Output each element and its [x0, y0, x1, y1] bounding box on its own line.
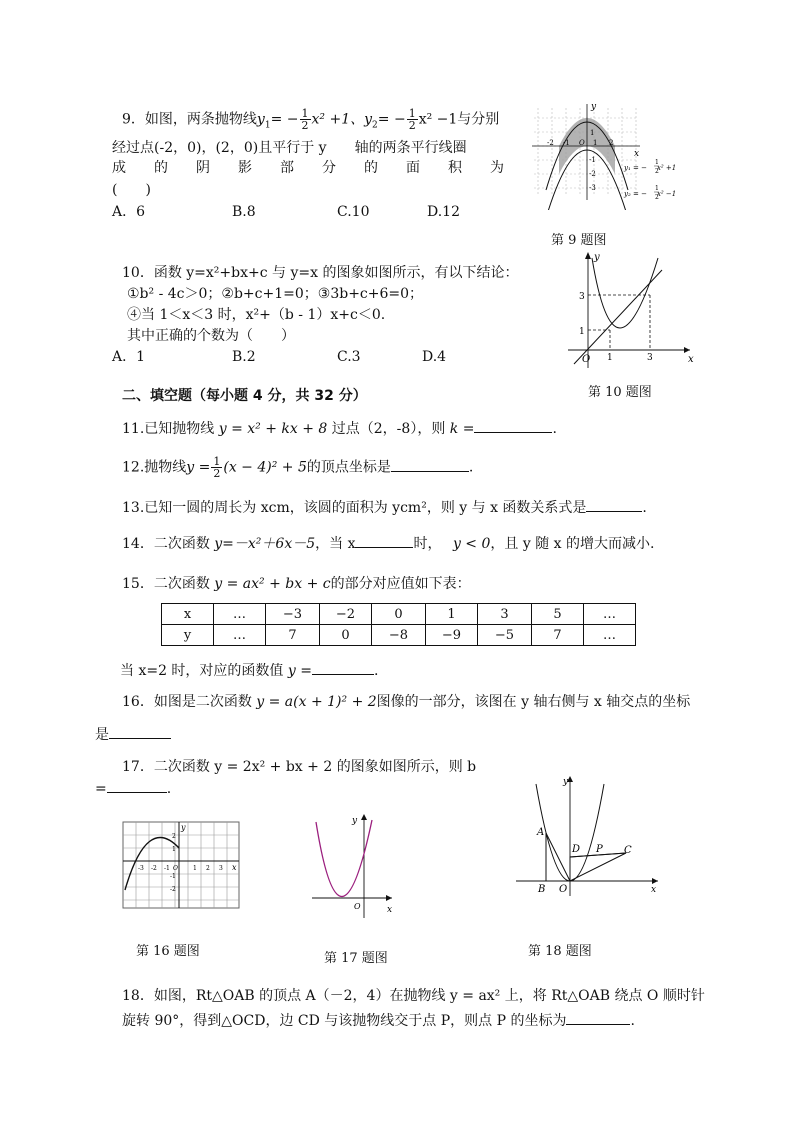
q16-tick-y: -2 [170, 886, 176, 893]
q9-tick-x: O [579, 139, 585, 147]
q9-option-a[interactable]: A．6 [112, 204, 146, 220]
q18-caption: 第 18 题图 [528, 944, 592, 959]
q10-line4: 其中正确的个数为（ ） [127, 328, 295, 344]
q10-option-a[interactable]: A．1 [112, 349, 146, 365]
q12-answer-blank[interactable] [391, 457, 469, 472]
q18-point-a: A [537, 827, 545, 838]
q16-tick-x: -3 [138, 865, 144, 872]
q9-tick-x: -1 [563, 139, 570, 147]
q9-line1: 9．如图，两条抛物线$y_1=$ − $\frac{1}{2}$ x² +1、$y_2=$ − $\frac{1}{2}$ x² −1与分别 [122, 107, 500, 132]
q9-curve-label-1: y₁ = − x² +1 [624, 164, 677, 172]
q18-line2: 旋转 90°，得到△OCD，边 CD 与该抛物线交于点 P，则点 P 的坐标为 . [122, 1010, 635, 1031]
svg-text:2: 2 [655, 194, 659, 201]
q12-fraction: $\frac{1}{2}$ [213, 455, 221, 480]
q15: 15．二次函数 y = ax² + bx + c的部分对应值如下表： [122, 576, 471, 592]
q9-caption: 第 9 题图 [551, 233, 607, 248]
q18-point-b: B [538, 884, 546, 895]
q17-answer-blank[interactable] [107, 778, 167, 793]
q9-axis-x-label: x [634, 149, 640, 159]
svg-text:1: 1 [655, 185, 659, 192]
q18-point-p: P [596, 844, 603, 855]
q9-fraction-1: $\frac{1}{2}$ [301, 107, 309, 132]
q18-figure [512, 772, 662, 897]
q18-point-c: C [624, 845, 632, 856]
q9-curve-label-2: y₂ = − x² −1 [624, 190, 677, 198]
q16: 16．如图是二次函数 y = a(x + 1)² + 2图像的一部分，该图在 y 轴右侧与 x 轴交点的坐标 [122, 694, 691, 710]
q17: 17．二次函数 y = 2x² + bx + 2 的图象如图所示，则 b [122, 759, 477, 775]
q10-option-c[interactable]: C.3 [337, 349, 361, 365]
q9-axis-y-label: y [591, 102, 597, 112]
q18-point-o: O [559, 884, 568, 895]
q11-answer-blank[interactable] [474, 418, 552, 433]
q18-line1: 18．如图，Rt△OAB 的顶点 A（－2，4）在抛物线 y = ax² 上，将 Rt△OAB 绕点 O 顺时针 [122, 988, 705, 1004]
q16-tick-y: 1 [172, 846, 176, 853]
q9-options [112, 202, 460, 222]
q13-answer-blank[interactable] [586, 497, 642, 512]
q16-answer-blank[interactable] [109, 724, 171, 739]
q16-figure [121, 820, 243, 912]
q16-tick-x: 3 [219, 865, 223, 872]
q18-axis-x-label: x [651, 885, 657, 895]
table-row: x … −3 −2 0 1 3 5 … [162, 604, 636, 625]
q10-tick-x3: 3 [647, 353, 653, 363]
q17-axis-y-label: y [352, 816, 358, 826]
q10-figure [560, 248, 700, 373]
q9-tick-y: -3 [589, 184, 596, 192]
q15-value-table [161, 603, 636, 646]
q12: 12.抛物线y = $\frac{1}{2}$ (x − 4)² + 5的顶点坐标是 . [122, 455, 474, 480]
q17-axis-x-label: x [387, 905, 393, 915]
q15-answer-blank[interactable] [312, 660, 374, 675]
q16-tick-x: 1 [193, 865, 197, 872]
q16-tick-y: 2 [172, 833, 176, 840]
q9-line2: 经过点(-2，0)，(2，0)且平行于 y 轴的两条平行线圈 [112, 140, 467, 156]
q17-figure [306, 810, 396, 920]
svg-text:1: 1 [655, 159, 659, 166]
q9-fraction-2: $\frac{1}{2}$ [408, 107, 416, 132]
q10-option-b[interactable]: B.2 [232, 349, 256, 365]
q17-origin: O [354, 902, 361, 911]
q10-tick-y1: 1 [579, 327, 585, 337]
q9-option-c[interactable]: C.10 [337, 204, 370, 220]
q17-line2: = . [95, 778, 171, 799]
q10-axis-y-label: y [594, 252, 600, 263]
q10-tick-y3: 3 [579, 292, 585, 302]
q13: 13.已知一圆的周长为 xcm，该圆的面积为 ycm²，则 y 与 x 函数关系式是 . [122, 497, 647, 518]
q10-caption: 第 10 题图 [588, 385, 652, 400]
q16-axis-y-label: y [181, 823, 186, 832]
q18-axis-y-label: y [563, 777, 569, 787]
q16-caption: 第 16 题图 [136, 944, 200, 959]
q10-line2: ①b² - 4c＞0；②b+c+1=0；③3b+c+6=0； [127, 286, 424, 302]
q10-parabola [592, 258, 658, 328]
q9-tick-x: 2 [609, 139, 614, 147]
q15-after: 当 x=2 时，对应的函数值 y = . [120, 660, 378, 681]
q16-tick-y: -1 [170, 873, 176, 880]
q16-tick-x: -1 [164, 865, 170, 872]
q16-tick-x: O [173, 865, 178, 872]
q16-axis-x-label: x [232, 863, 237, 872]
q18-triangle-ocd [570, 853, 626, 881]
q10-option-d[interactable]: D.4 [422, 349, 447, 365]
q9-tick-y: -1 [589, 156, 596, 164]
q9-tick-y: 1 [590, 129, 595, 137]
q9-option-d[interactable]: D.12 [427, 204, 460, 220]
q10-line3: ④当 1＜x＜3 时，x²+（b - 1）x+c＜0. [127, 307, 386, 323]
q9-figure [528, 100, 678, 210]
q16-tick-x: 2 [206, 865, 210, 872]
q9-tick-x: 1 [593, 139, 598, 147]
q9-paren: ( ) [112, 182, 151, 198]
q10-line1: 10．函数 y=x²+bx+c 与 y=x 的图象如图所示，有以下结论： [122, 265, 519, 281]
q16-line2: 是 [95, 724, 171, 745]
q16-tick-x: -2 [151, 865, 157, 872]
q18-triangle-oab [546, 833, 570, 881]
q18-point-d: D [572, 844, 581, 855]
q10-origin: O [582, 354, 591, 365]
q14-answer-blank[interactable] [355, 533, 413, 548]
q9-tick-y: -2 [589, 170, 596, 178]
q9-option-b[interactable]: B.8 [232, 204, 256, 220]
q14: 14．二次函数 y=－x²＋6x－5，当 x 时， y < 0，且 y 随 x 的增大而减小. [122, 533, 654, 554]
section-2-heading: 二、填空题（每小题 4 分，共 32 分） [122, 388, 367, 404]
q11: 11.已知抛物线 y = x² + kx + 8 过点（2，-8），则 k = . [122, 418, 557, 439]
table-row: y … 7 0 −8 −9 −5 7 … [162, 625, 636, 646]
q18-answer-blank[interactable] [566, 1010, 630, 1025]
q10-options [112, 347, 446, 367]
q9-tick-x: -2 [547, 139, 554, 147]
q9-line3: 成 的 阴 影 部 分 的 面 积 为 [112, 160, 504, 176]
q10-tick-x1: 1 [607, 353, 613, 363]
svg-text:2: 2 [655, 168, 659, 175]
q10-axis-x-label: x [688, 354, 694, 365]
q17-caption: 第 17 题图 [324, 951, 388, 966]
